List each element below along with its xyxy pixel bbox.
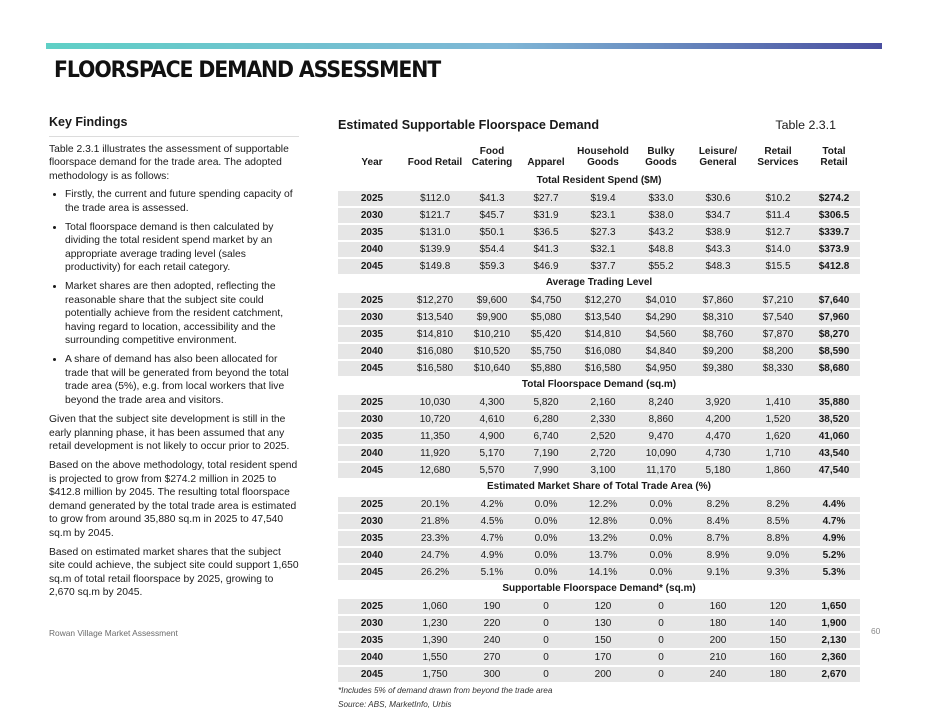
table-cell: $4,290	[634, 309, 688, 326]
table-cell: $8,270	[808, 326, 860, 343]
table-cell: $8,760	[688, 326, 748, 343]
table-cell: $16,580	[406, 360, 464, 376]
table-row	[338, 394, 860, 411]
table-cell: 0.0%	[520, 530, 572, 547]
table-cell: 8,860	[634, 411, 688, 428]
table-cell: $41.3	[520, 241, 572, 258]
table-cell: 0.0%	[520, 547, 572, 564]
row-year-cell: 2035	[338, 428, 406, 445]
table-cell: $112.0	[406, 190, 464, 207]
column-header: Bulky Goods	[645, 146, 677, 168]
table-cell: 6,280	[520, 411, 572, 428]
table-row	[338, 462, 860, 478]
table-cell: $48.8	[634, 241, 688, 258]
table-cell: 240	[688, 666, 748, 682]
table-cell: $30.6	[688, 190, 748, 207]
table-cell: 200	[572, 666, 634, 682]
table-cell: 2,160	[572, 394, 634, 411]
table-body	[338, 172, 860, 682]
table-cell: $7,860	[688, 292, 748, 309]
table-cell: 4,300	[464, 394, 520, 411]
table-cell: 10,720	[406, 411, 464, 428]
table-cell: 150	[572, 632, 634, 649]
table-cell: $16,080	[572, 343, 634, 360]
table-cell: 220	[464, 615, 520, 632]
footer-report-name: Rowan Village Market Assessment	[49, 628, 178, 638]
section-header-row	[338, 274, 860, 292]
table-cell: 4.4%	[808, 496, 860, 513]
table-cell: $48.3	[688, 258, 748, 274]
table-cell: $10.2	[748, 190, 808, 207]
table-cell: 5,180	[688, 462, 748, 478]
demand-table-panel	[338, 118, 858, 710]
table-cell: $9,900	[464, 309, 520, 326]
table-cell: 200	[688, 632, 748, 649]
table-cell: $7,870	[748, 326, 808, 343]
table-cell: 0	[520, 632, 572, 649]
section-header-row	[338, 478, 860, 496]
table-cell: 8,240	[634, 394, 688, 411]
table-cell: 1,060	[406, 598, 464, 615]
row-year-cell: 2045	[338, 564, 406, 580]
table-row	[338, 615, 860, 632]
table-cell: $5,420	[520, 326, 572, 343]
table-row	[338, 411, 860, 428]
table-cell: 1,750	[406, 666, 464, 682]
table-cell: $45.7	[464, 207, 520, 224]
table-cell: $31.9	[520, 207, 572, 224]
table-cell: 1,410	[748, 394, 808, 411]
table-cell: $54.4	[464, 241, 520, 258]
table-cell: 8.8%	[748, 530, 808, 547]
table-cell: 0	[520, 666, 572, 682]
table-row	[338, 530, 860, 547]
table-cell: 210	[688, 649, 748, 666]
section-header-row	[338, 376, 860, 394]
row-year-cell: 2040	[338, 445, 406, 462]
methodology-item: • Total floorspace demand is then calculated by dividing the total resident spend market by an appropriate average trading level (sales productivity) for each retail category.	[65, 221, 299, 275]
table-cell: 4,730	[688, 445, 748, 462]
table-cell: $14.0	[748, 241, 808, 258]
table-cell: 10,090	[634, 445, 688, 462]
table-cell: 1,230	[406, 615, 464, 632]
table-cell: $7,210	[748, 292, 808, 309]
table-cell: 130	[572, 615, 634, 632]
table-cell: 0.0%	[634, 530, 688, 547]
table-cell: 1,900	[808, 615, 860, 632]
table-row	[338, 428, 860, 445]
header-accent-bar	[46, 43, 882, 49]
table-cell: $13,540	[406, 309, 464, 326]
table-cell: 3,100	[572, 462, 634, 478]
table-cell: 11,350	[406, 428, 464, 445]
table-cell: 8.2%	[688, 496, 748, 513]
row-year-cell: 2030	[338, 615, 406, 632]
table-cell: 0	[634, 649, 688, 666]
table-cell: $9,600	[464, 292, 520, 309]
table-cell: 11,920	[406, 445, 464, 462]
table-cell: 4,200	[688, 411, 748, 428]
key-findings-heading: Key Findings	[49, 116, 299, 137]
row-year-cell: 2035	[338, 224, 406, 241]
table-cell: 35,880	[808, 394, 860, 411]
table-row	[338, 258, 860, 274]
table-cell: 5.2%	[808, 547, 860, 564]
table-cell: $14,810	[572, 326, 634, 343]
table-cell: $41.3	[464, 190, 520, 207]
table-cell: 43,540	[808, 445, 860, 462]
table-cell: 1,650	[808, 598, 860, 615]
table-cell: 13.7%	[572, 547, 634, 564]
table-cell: 150	[748, 632, 808, 649]
table-cell: 180	[748, 666, 808, 682]
row-year-cell: 2030	[338, 207, 406, 224]
table-cell: $37.7	[572, 258, 634, 274]
table-cell: 4,900	[464, 428, 520, 445]
table-cell: 4,610	[464, 411, 520, 428]
table-cell: $23.1	[572, 207, 634, 224]
column-header: Leisure/ General	[698, 146, 738, 168]
table-cell: 1,710	[748, 445, 808, 462]
row-year-cell: 2030	[338, 309, 406, 326]
table-cell: 5,170	[464, 445, 520, 462]
column-header: Year	[361, 157, 383, 168]
table-row	[338, 224, 860, 241]
table-cell: $8,310	[688, 309, 748, 326]
table-cell: $12,270	[572, 292, 634, 309]
table-row	[338, 360, 860, 376]
table-cell: $27.7	[520, 190, 572, 207]
table-cell: 140	[748, 615, 808, 632]
section-title: Total Resident Spend ($M)	[338, 172, 860, 190]
table-cell: 0.0%	[520, 496, 572, 513]
table-cell: $9,380	[688, 360, 748, 376]
row-year-cell: 2040	[338, 241, 406, 258]
table-cell: 13.2%	[572, 530, 634, 547]
row-year-cell: 2025	[338, 394, 406, 411]
row-year-cell: 2045	[338, 666, 406, 682]
table-cell: 0	[520, 598, 572, 615]
table-cell: $55.2	[634, 258, 688, 274]
table-cell: $27.3	[572, 224, 634, 241]
table-cell: $38.0	[634, 207, 688, 224]
table-cell: 12.2%	[572, 496, 634, 513]
table-cell: 300	[464, 666, 520, 682]
table-cell: 0.0%	[634, 547, 688, 564]
row-year-cell: 2025	[338, 598, 406, 615]
table-row	[338, 207, 860, 224]
table-cell: 1,550	[406, 649, 464, 666]
table-cell: 9.3%	[748, 564, 808, 580]
table-cell: 2,360	[808, 649, 860, 666]
table-cell: 0.0%	[520, 564, 572, 580]
table-row	[338, 598, 860, 615]
table-cell: $7,960	[808, 309, 860, 326]
table-cell: $43.2	[634, 224, 688, 241]
table-cell: $121.7	[406, 207, 464, 224]
table-row	[338, 241, 860, 258]
table-cell: 38,520	[808, 411, 860, 428]
table-cell: 5,570	[464, 462, 520, 478]
table-cell: $4,010	[634, 292, 688, 309]
table-cell: 0	[634, 615, 688, 632]
table-cell: 270	[464, 649, 520, 666]
table-cell: $16,080	[406, 343, 464, 360]
row-year-cell: 2035	[338, 326, 406, 343]
key-findings-panel	[49, 116, 299, 605]
row-year-cell: 2035	[338, 530, 406, 547]
table-cell: $306.5	[808, 207, 860, 224]
table-cell: 47,540	[808, 462, 860, 478]
table-cell: 11,170	[634, 462, 688, 478]
table-cell: $38.9	[688, 224, 748, 241]
table-cell: $5,750	[520, 343, 572, 360]
table-title: Estimated Supportable Floorspace Demand	[338, 118, 600, 132]
table-cell: 0	[634, 632, 688, 649]
row-year-cell: 2035	[338, 632, 406, 649]
table-row	[338, 666, 860, 682]
table-cell: $8,590	[808, 343, 860, 360]
table-cell: 24.7%	[406, 547, 464, 564]
table-cell: 20.1%	[406, 496, 464, 513]
table-cell: 21.8%	[406, 513, 464, 530]
table-row	[338, 343, 860, 360]
table-cell: $11.4	[748, 207, 808, 224]
findings-paragraph: Based on estimated market shares that the subject site could achieve, the subject site could support 1,650 sq.m of total retail floorspace by 2025, growing to 2,670 sq.m by 2045.	[49, 546, 299, 599]
table-row	[338, 445, 860, 462]
page-title: FLOORSPACE DEMAND ASSESSMENT	[54, 58, 441, 83]
table-cell: 0	[520, 649, 572, 666]
row-year-cell: 2025	[338, 292, 406, 309]
table-cell: 4.5%	[464, 513, 520, 530]
table-cell: $13,540	[572, 309, 634, 326]
table-cell: 5,820	[520, 394, 572, 411]
section-title: Estimated Market Share of Total Trade Area (%)	[338, 478, 860, 496]
table-row	[338, 632, 860, 649]
floorspace-demand-table	[338, 138, 860, 682]
row-year-cell: 2040	[338, 547, 406, 564]
row-year-cell: 2040	[338, 649, 406, 666]
table-cell: $12,270	[406, 292, 464, 309]
table-cell: $373.9	[808, 241, 860, 258]
table-cell: 10,030	[406, 394, 464, 411]
methodology-item: • A share of demand has also been allocated for trade that will be generated from beyond the total trade area (5%), e.g. from local workers that live beyond the trade area and visitors.	[65, 353, 299, 407]
table-cell: $10,210	[464, 326, 520, 343]
table-cell: $12.7	[748, 224, 808, 241]
table-cell: 4.7%	[464, 530, 520, 547]
column-header: Total Retail	[820, 146, 848, 168]
table-cell: 1,390	[406, 632, 464, 649]
table-cell: $9,200	[688, 343, 748, 360]
table-footnote: *Includes 5% of demand drawn from beyond the trade area	[338, 686, 553, 695]
table-cell: $7,640	[808, 292, 860, 309]
table-cell: 1,520	[748, 411, 808, 428]
table-cell: 4,470	[688, 428, 748, 445]
table-column-headers	[338, 138, 860, 172]
section-header-row	[338, 580, 860, 598]
row-year-cell: 2045	[338, 462, 406, 478]
table-cell: $16,580	[572, 360, 634, 376]
table-cell: 9.0%	[748, 547, 808, 564]
table-cell: $4,750	[520, 292, 572, 309]
section-header-row	[338, 172, 860, 190]
table-cell: $412.8	[808, 258, 860, 274]
table-cell: $4,950	[634, 360, 688, 376]
table-cell: 0	[634, 666, 688, 682]
table-source: Source: ABS, MarketInfo, Urbis	[338, 700, 452, 709]
table-cell: 9.1%	[688, 564, 748, 580]
table-cell: $139.9	[406, 241, 464, 258]
row-year-cell: 2025	[338, 190, 406, 207]
row-year-cell: 2040	[338, 343, 406, 360]
table-cell: $14,810	[406, 326, 464, 343]
table-cell: 14.1%	[572, 564, 634, 580]
section-title: Average Trading Level	[338, 274, 860, 292]
table-cell: 180	[688, 615, 748, 632]
table-cell: 8.5%	[748, 513, 808, 530]
table-cell: $59.3	[464, 258, 520, 274]
table-cell: $43.3	[688, 241, 748, 258]
row-year-cell: 2045	[338, 360, 406, 376]
column-header: Household Goods	[577, 146, 629, 168]
row-year-cell: 2045	[338, 258, 406, 274]
table-cell: $19.4	[572, 190, 634, 207]
methodology-item: • Firstly, the current and future spending capacity of the trade area is assessed.	[65, 188, 299, 215]
table-cell: 160	[748, 649, 808, 666]
column-header: Food Catering	[471, 146, 513, 168]
table-cell: 0.0%	[634, 513, 688, 530]
table-cell: 4.2%	[464, 496, 520, 513]
table-cell: $8,200	[748, 343, 808, 360]
table-cell: 2,330	[572, 411, 634, 428]
table-cell: $36.5	[520, 224, 572, 241]
table-cell: 7,990	[520, 462, 572, 478]
methodology-list	[49, 188, 299, 407]
table-cell: $8,330	[748, 360, 808, 376]
table-row	[338, 292, 860, 309]
table-cell: 8.7%	[688, 530, 748, 547]
table-cell: 170	[572, 649, 634, 666]
table-header	[338, 118, 858, 138]
table-row	[338, 513, 860, 530]
findings-paragraph: Given that the subject site development is still in the early planning phase, it has been assumed that any retail development is not likely to occur prior to 2025.	[49, 414, 290, 453]
table-row	[338, 547, 860, 564]
table-cell: 160	[688, 598, 748, 615]
table-cell: 0.0%	[520, 513, 572, 530]
row-year-cell: 2030	[338, 513, 406, 530]
table-cell: 0.0%	[634, 564, 688, 580]
table-cell: $149.8	[406, 258, 464, 274]
table-cell: 1,860	[748, 462, 808, 478]
table-cell: 12,680	[406, 462, 464, 478]
table-cell: 2,670	[808, 666, 860, 682]
table-cell: $5,080	[520, 309, 572, 326]
table-cell: 2,520	[572, 428, 634, 445]
key-findings-intro: Table 2.3.1 illustrates the assessment of supportable floorspace demand for the trade area. The adopted methodology is as follows:	[49, 143, 289, 182]
table-cell: $131.0	[406, 224, 464, 241]
table-cell: $8,680	[808, 360, 860, 376]
table-cell: 26.2%	[406, 564, 464, 580]
table-row	[338, 649, 860, 666]
table-cell: 0.0%	[634, 496, 688, 513]
table-cell: 3,920	[688, 394, 748, 411]
table-cell: $4,840	[634, 343, 688, 360]
table-cell: $339.7	[808, 224, 860, 241]
table-cell: 41,060	[808, 428, 860, 445]
table-cell: 4.7%	[808, 513, 860, 530]
table-row	[338, 309, 860, 326]
table-cell: 4.9%	[464, 547, 520, 564]
table-cell: $274.2	[808, 190, 860, 207]
row-year-cell: 2025	[338, 496, 406, 513]
table-cell: $50.1	[464, 224, 520, 241]
table-cell: 8.4%	[688, 513, 748, 530]
table-cell: 120	[748, 598, 808, 615]
table-cell: 5.3%	[808, 564, 860, 580]
table-cell: $34.7	[688, 207, 748, 224]
table-cell: 8.2%	[748, 496, 808, 513]
table-cell: 8.9%	[688, 547, 748, 564]
section-title: Supportable Floorspace Demand* (sq.m)	[338, 580, 860, 598]
table-cell: 0	[520, 615, 572, 632]
table-cell: 190	[464, 598, 520, 615]
table-cell: 0	[634, 598, 688, 615]
table-row	[338, 564, 860, 580]
findings-paragraph: Based on the above methodology, total resident spend is projected to grow from $274.2 million in 2025 to $412.8 million by 2045. The resulting total floorspace demand generated by the total trade area is estimated to grow from around 35,880 sq.m in 2025 to 47,540 sq.m by 2045.	[49, 460, 298, 540]
table-cell: $10,640	[464, 360, 520, 376]
column-header: Apparel	[527, 157, 565, 168]
column-header: Retail Services	[757, 146, 799, 168]
methodology-item: • Market shares are then adopted, reflecting the reasonable share that the subject site could potentially achieve from the resident catchment, having regard to location, accessibility and the surrounding competitive environment.	[65, 280, 299, 348]
table-cell: $10,520	[464, 343, 520, 360]
table-cell: 9,470	[634, 428, 688, 445]
table-cell: 23.3%	[406, 530, 464, 547]
table-cell: $5,880	[520, 360, 572, 376]
table-cell: 1,620	[748, 428, 808, 445]
table-cell: 240	[464, 632, 520, 649]
table-cell: $4,560	[634, 326, 688, 343]
page-number: 60	[871, 626, 881, 636]
table-cell: $15.5	[748, 258, 808, 274]
table-row	[338, 190, 860, 207]
table-row	[338, 496, 860, 513]
section-title: Total Floorspace Demand (sq.m)	[338, 376, 860, 394]
table-cell: 120	[572, 598, 634, 615]
table-number: Table 2.3.1	[775, 118, 836, 132]
table-cell: 12.8%	[572, 513, 634, 530]
table-cell: $32.1	[572, 241, 634, 258]
row-year-cell: 2030	[338, 411, 406, 428]
table-cell: 5.1%	[464, 564, 520, 580]
table-cell: $33.0	[634, 190, 688, 207]
table-cell: 4.9%	[808, 530, 860, 547]
table-cell: $7,540	[748, 309, 808, 326]
table-cell: 6,740	[520, 428, 572, 445]
table-cell: 2,130	[808, 632, 860, 649]
column-header: Food Retail	[407, 157, 463, 168]
table-cell: 2,720	[572, 445, 634, 462]
table-row	[338, 326, 860, 343]
table-cell: $46.9	[520, 258, 572, 274]
table-cell: 7,190	[520, 445, 572, 462]
